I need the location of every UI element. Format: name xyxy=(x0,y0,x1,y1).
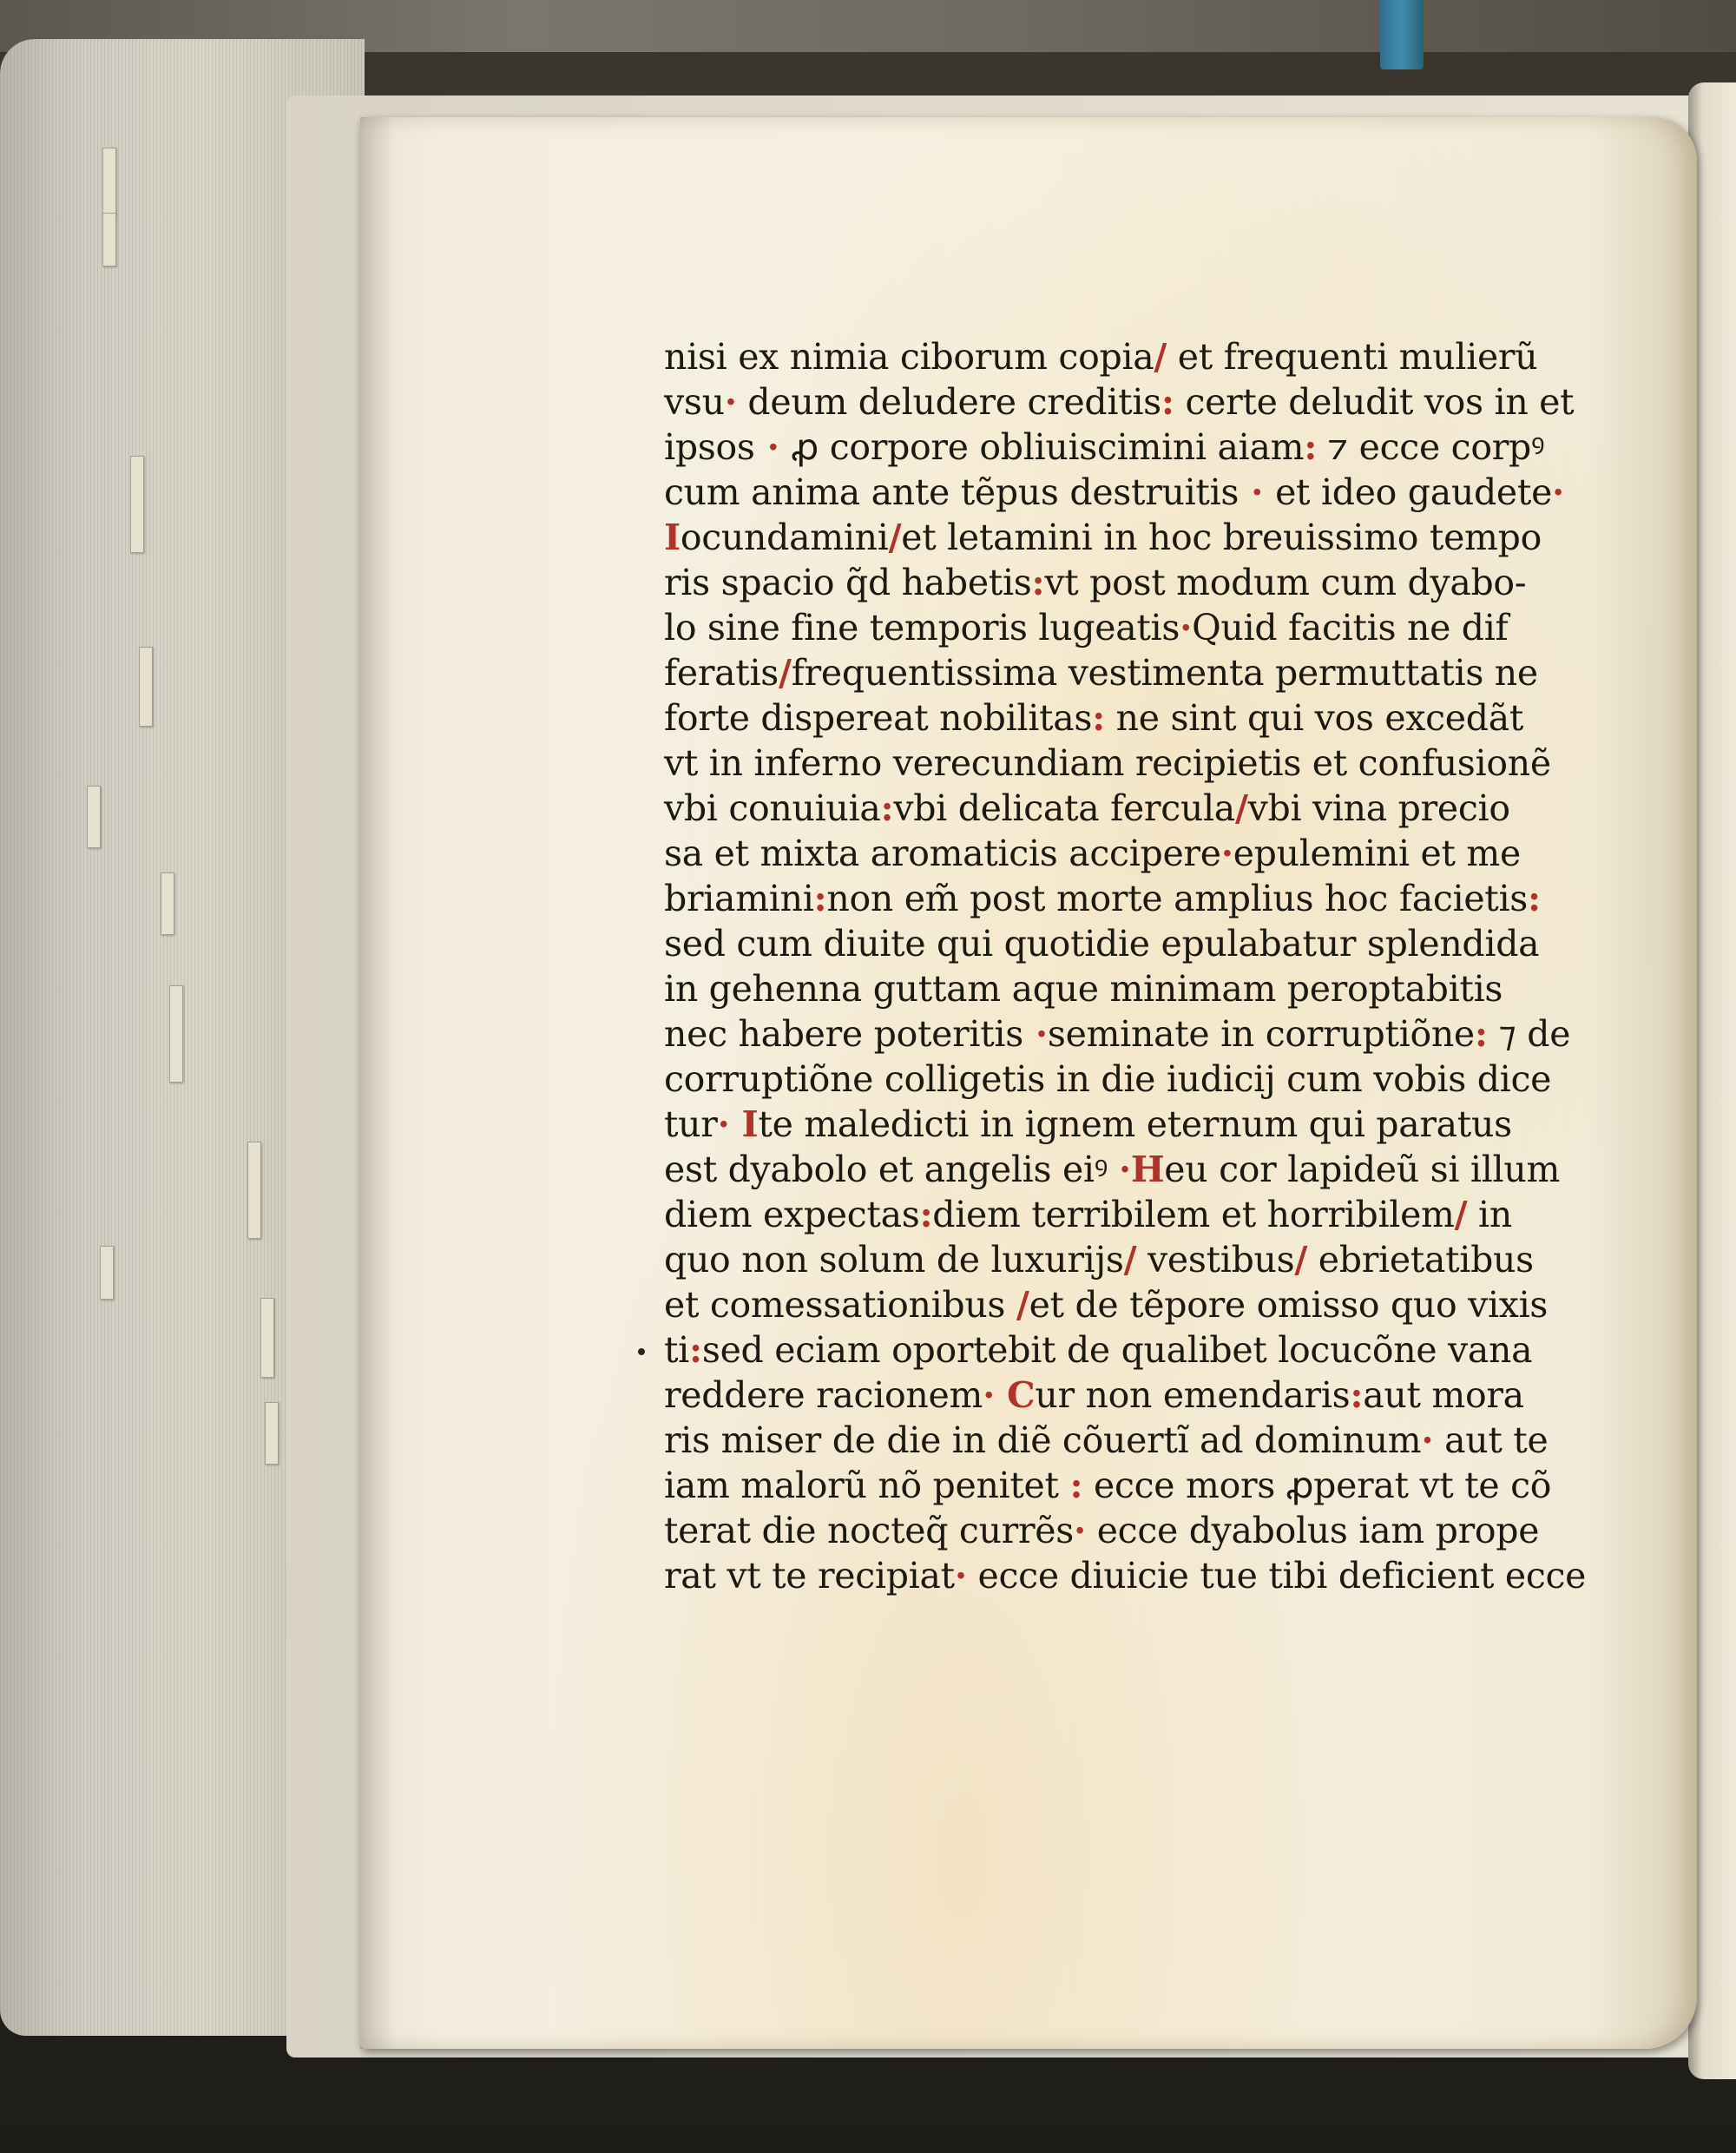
text-segment: certe deludit vos in et xyxy=(1174,381,1575,423)
rubric-mark: I xyxy=(664,517,681,558)
page-tab xyxy=(169,985,183,1083)
page-tab xyxy=(161,872,174,935)
text-segment: nec habere poteritis xyxy=(664,1013,1023,1055)
rubric-mark: : xyxy=(1304,426,1318,468)
page-tab xyxy=(260,1298,274,1378)
rubric-mark: / xyxy=(1454,1194,1468,1235)
text-segment: cum anima ante tẽpus destruitis xyxy=(664,471,1240,513)
page-tab xyxy=(265,1402,279,1465)
text-segment: non em̃ post morte amplius hoc facietis xyxy=(826,878,1529,919)
text-segment: aut te xyxy=(1433,1419,1549,1461)
text-segment: vbi conuiuia xyxy=(664,787,881,829)
text-segment: reddere racionem xyxy=(664,1374,983,1416)
text-segment: terat die nocteq̃ currẽs xyxy=(664,1510,1074,1551)
text-line xyxy=(664,334,1628,379)
text-segment: in xyxy=(1467,1194,1512,1235)
rubric-mark: : xyxy=(1161,381,1174,423)
rubric-mark: : xyxy=(1031,562,1045,603)
rubric-mark: / xyxy=(1016,1284,1029,1326)
text-segment: seminate in corruptiõne xyxy=(1047,1013,1475,1055)
text-segment: vbi vina precio xyxy=(1247,787,1510,829)
rubric-mark: / xyxy=(779,652,792,694)
text-segment: deum deludere creditis xyxy=(736,381,1161,423)
text-segment: briamini xyxy=(664,878,814,919)
rubric-mark: : xyxy=(1350,1374,1364,1416)
rubric-mark: · xyxy=(724,381,737,423)
text-line xyxy=(664,966,1628,1011)
rubric-mark: · xyxy=(1180,607,1193,649)
text-segment: forte dispereat nobilitas xyxy=(664,697,1093,739)
rubric-mark: : xyxy=(689,1329,702,1371)
text-segment: ecce dyabolus iam prope xyxy=(1085,1510,1540,1551)
page-tab xyxy=(102,148,116,214)
rubric-mark: · xyxy=(1118,1149,1131,1190)
text-line xyxy=(664,560,1628,605)
rubric-mark: · xyxy=(1220,833,1233,874)
text-line xyxy=(664,1463,1628,1508)
text-segment: vt in inferno verecundiam recipietis et confusionẽ xyxy=(664,742,1551,784)
text-segment: ⁊ ecce corpꝰ xyxy=(1317,426,1545,468)
rubric-mark: : xyxy=(1528,878,1541,919)
text-segment: ne sint qui vos excedãt xyxy=(1104,697,1524,739)
text-segment: ꝓ corpore obliuiscimini aiam xyxy=(791,426,1305,468)
text-line xyxy=(664,650,1628,695)
rubric-mark: : xyxy=(919,1194,933,1235)
text-segment: rat vt te recipiat xyxy=(664,1555,955,1597)
text-segment: epulemini et me xyxy=(1233,833,1521,874)
text-line xyxy=(664,1373,1628,1418)
text-segment: ecce diuicie tue tibi deficient ecce xyxy=(966,1555,1587,1597)
text-line xyxy=(664,876,1628,921)
rubric-mark: · xyxy=(1421,1419,1434,1461)
text-line xyxy=(664,1237,1628,1282)
text-segment: ur non emendaris xyxy=(1035,1374,1351,1416)
text-segment: ris spacio q̃d habetis xyxy=(664,562,1032,603)
rubric-mark: / xyxy=(1123,1239,1137,1281)
text-segment: ebrietatibus xyxy=(1307,1239,1534,1281)
text-segment: corruptiõne colligetis in die iudicij cum vobis dice xyxy=(664,1058,1552,1100)
text-segment: aut mora xyxy=(1363,1374,1524,1416)
text-segment: ocundamini xyxy=(680,517,889,558)
rubric-mark: : xyxy=(1092,697,1105,739)
text-line xyxy=(664,1418,1628,1463)
text-block xyxy=(664,334,1628,1598)
text-segment: vestibus xyxy=(1136,1239,1295,1281)
rubric-mark: · xyxy=(954,1555,967,1597)
text-segment: diem terribilem et horribilem xyxy=(932,1194,1455,1235)
text-line xyxy=(664,831,1628,876)
text-segment: in gehenna guttam aque minimam peroptabitis xyxy=(664,968,1503,1010)
rubric-mark: C xyxy=(995,1374,1036,1416)
text-line xyxy=(664,605,1628,650)
text-line xyxy=(664,741,1628,786)
text-segment: lo sine fine temporis lugeatis xyxy=(664,607,1180,649)
text-line xyxy=(664,1553,1628,1598)
page-tab xyxy=(130,456,144,553)
text-line xyxy=(664,1147,1628,1192)
text-segment: et de tẽpore omisso quo vixis xyxy=(1029,1284,1549,1326)
text-line xyxy=(664,1327,1628,1373)
text-segment: sed cum diuite qui quotidie epulabatur splendida xyxy=(664,923,1540,965)
rubric-mark: / xyxy=(1294,1239,1308,1281)
bookmark-ribbon xyxy=(1380,0,1424,69)
text-segment: ipsos xyxy=(664,426,755,468)
text-segment: et ideo gaudete xyxy=(1275,471,1553,513)
rubric-mark: / xyxy=(1154,336,1167,378)
text-line xyxy=(664,921,1628,966)
text-segment: quo non solum de luxurijs xyxy=(664,1239,1124,1281)
text-segment: sed eciam oportebit de qualibet locucõne vana xyxy=(701,1329,1533,1371)
rubric-mark: / xyxy=(1234,787,1248,829)
rubric-mark: : xyxy=(813,878,827,919)
rubric-mark: · xyxy=(983,1374,996,1416)
rubric-mark: : xyxy=(880,787,894,829)
text-segment: tur xyxy=(664,1103,718,1145)
text-segment: iam malorũ nõ penitet xyxy=(664,1465,1070,1506)
text-segment: ⁊ de xyxy=(1487,1013,1571,1055)
rubric-mark: / xyxy=(888,517,902,558)
text-segment: diem expectas xyxy=(664,1194,920,1235)
text-segment: ti xyxy=(664,1329,689,1371)
rubric-mark: : xyxy=(1069,1465,1083,1506)
page-tab xyxy=(102,213,116,267)
text-segment: vt post modum cum dyabo- xyxy=(1044,562,1527,603)
page-tab xyxy=(247,1142,261,1239)
text-segment: ecce mors ꝓperat vt te cõ xyxy=(1082,1465,1552,1506)
text-segment: et comessationibus xyxy=(664,1284,1016,1326)
text-line xyxy=(664,1102,1628,1147)
text-line xyxy=(664,1011,1628,1057)
page-tab xyxy=(100,1246,114,1300)
rubric-mark: I xyxy=(729,1103,759,1145)
rubric-mark: · xyxy=(1552,471,1565,513)
text-line xyxy=(664,1282,1628,1327)
rubric-mark: · xyxy=(754,426,792,468)
text-segment: sa et mixta aromaticis accipere xyxy=(664,833,1221,874)
text-segment: frequentissima vestimenta permuttatis ne xyxy=(791,652,1538,694)
rubric-mark: · xyxy=(1023,1013,1048,1055)
rubric-mark: : xyxy=(1474,1013,1488,1055)
text-line xyxy=(664,695,1628,741)
text-segment: Quid facitis ne dif xyxy=(1192,607,1509,649)
page-tab xyxy=(87,786,101,848)
page-leaf xyxy=(360,117,1697,2049)
rubric-mark: · xyxy=(1239,471,1276,513)
text-line xyxy=(664,786,1628,831)
margin-mark xyxy=(638,1348,645,1355)
text-segment: est dyabolo et angelis eiꝰ xyxy=(664,1149,1119,1190)
text-segment: ris miser de die in diẽ cõuertĩ ad dominum xyxy=(664,1419,1422,1461)
text-segment: nisi ex nimia ciborum copia xyxy=(664,336,1154,378)
text-line xyxy=(664,379,1628,425)
text-line xyxy=(664,1508,1628,1553)
text-line xyxy=(664,425,1628,470)
rubric-mark: H xyxy=(1130,1149,1165,1190)
rubric-mark: · xyxy=(1074,1510,1086,1551)
rubric-mark: · xyxy=(717,1103,730,1145)
text-line xyxy=(664,515,1628,560)
text-segment: vsu xyxy=(664,381,725,423)
text-segment: te maledicti in ignem eternum qui paratus xyxy=(758,1103,1512,1145)
text-segment: et letamini in hoc breuissimo tempo xyxy=(901,517,1542,558)
text-line xyxy=(664,470,1628,515)
text-segment: et frequenti mulierũ xyxy=(1167,336,1538,378)
page-tab xyxy=(139,647,153,727)
text-segment: eu cor lapideũ si illum xyxy=(1164,1149,1561,1190)
text-segment: feratis xyxy=(664,652,779,694)
text-line xyxy=(664,1057,1628,1102)
text-line xyxy=(664,1192,1628,1237)
text-segment: vbi delicata fercula xyxy=(893,787,1235,829)
